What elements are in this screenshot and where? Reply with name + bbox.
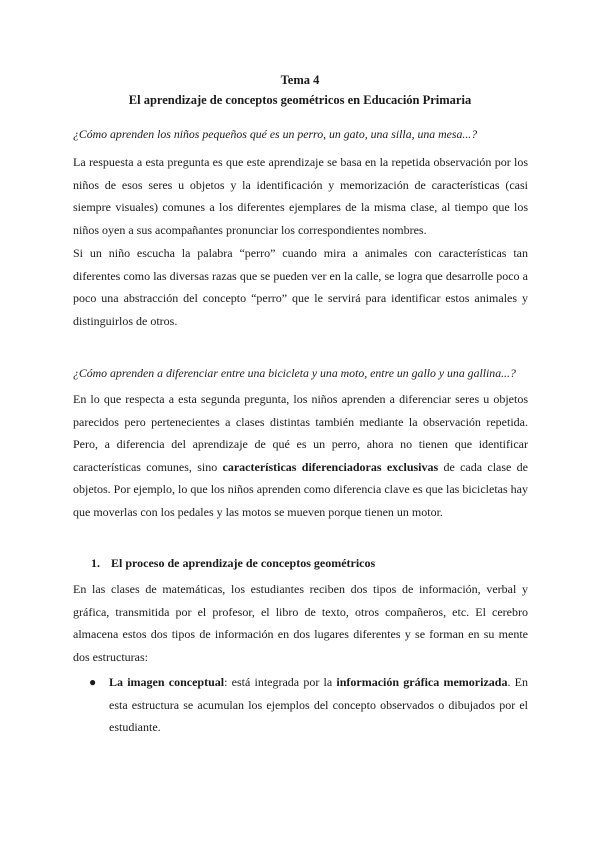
page-title: El aprendizaje de conceptos geométricos en Educación Primaria xyxy=(128,93,472,107)
paragraph-3-text-b: de cada clase de objetos. Por ejemplo, lo que los niños aprenden como diferencia clave es que las bicicletas hay que moverlas con los pedales y las motos se mueven porque tienen un motor. xyxy=(73,459,528,519)
paragraph-4-container xyxy=(73,578,528,668)
paragraph-1-container xyxy=(73,151,528,241)
list-item xyxy=(73,671,528,739)
paragraph-3-container xyxy=(73,388,528,523)
tema-label: Tema 4 xyxy=(280,73,320,87)
section-1-heading xyxy=(91,555,528,571)
section-1-title: El proceso de aprendizaje de conceptos geométricos xyxy=(111,556,376,570)
paragraph-1: La respuesta a esta pregunta es que este aprendizaje se basa en la repetida observación por los niños de esos seres u objetos y la identificación y memorización de características (casi siempre visuales) comunes a los diferentes ejemplares de la misma clase, al tiempo que los niños oyen a sus acompañantes pronunciar los correspondientes nombres. xyxy=(73,155,528,237)
question-2: ¿Cómo aprenden a diferenciar entre una bicicleta y una moto, entre un gallo y una gallina...? xyxy=(73,366,516,380)
paragraph-3 xyxy=(73,388,528,523)
bullet-1-text-a: : está integrada por la xyxy=(224,675,337,689)
bullet-1-term: La imagen conceptual xyxy=(109,675,225,689)
paragraph-2-container xyxy=(73,242,528,332)
paragraph-4: En las clases de matemáticas, los estudiantes reciben dos tipos de información, verbal y gráfica, transmitida por el profesor, el libro de texto, otros compañeros, etc. El cerebro almacena estos dos tipos de información en dos lugares diferentes y se forman en su mente dos estructuras: xyxy=(73,582,528,664)
bullet-list xyxy=(73,671,528,739)
section-1-number: 1. xyxy=(91,556,100,570)
question-1: ¿Cómo aprenden los niños pequeños qué es un perro, un gato, una silla, una mesa...? xyxy=(73,127,478,141)
paragraph-3-emphasis: características diferenciadoras exclusivas xyxy=(222,459,439,474)
bullet-icon: ● xyxy=(89,675,97,689)
paragraph-3-text-a: En lo que respecta a esta segunda pregunta, los niños aprenden a diferenciar seres u objetos parecidos pero pertenecientes a clases distintas también mediante la observación repetida. Pero, a diferencia del aprendizaje de qué es un perro, ahora no tienen que identificar características comunes, sino xyxy=(73,392,528,474)
bullet-1-emphasis: información gráfica memorizada xyxy=(336,675,508,689)
bullet-1-text-b: . En esta estructura se acumulan los ejemplos del concepto observados o dibujados por el estudiante. xyxy=(109,675,528,734)
paragraph-2: Si un niño escucha la palabra “perro” cuando mira a animales con características tan diferentes como las diversas razas que se pueden ver en la calle, se logra que desarrolle poco a poco una abstracción del concepto “perro” que le servirá para identificar estos animales y distinguirlos de otros. xyxy=(73,246,528,328)
document-heading xyxy=(0,70,600,110)
